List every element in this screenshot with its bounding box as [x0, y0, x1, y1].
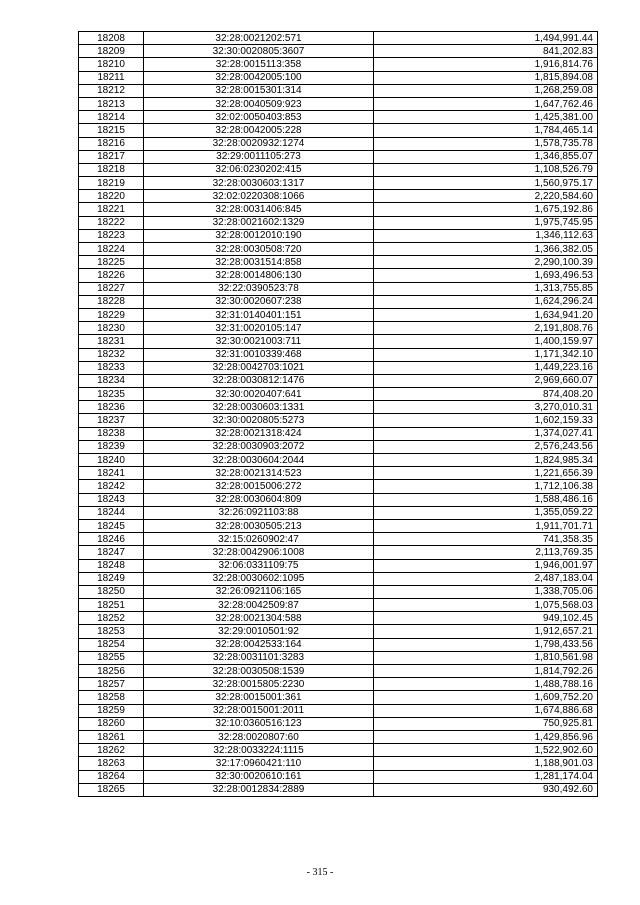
cadastral-number-cell: 32:28:0015113:358	[144, 58, 374, 71]
cadastral-number-cell: 32:28:0012834:2889	[144, 783, 374, 796]
table-row	[79, 625, 598, 638]
record-number-cell: 18263	[79, 757, 144, 770]
cadastral-number-cell: 32:28:0030604:809	[144, 493, 374, 506]
amount-cell: 750,925.81	[374, 717, 598, 730]
amount-cell: 2,969,660.07	[374, 374, 598, 387]
amount-cell: 2,191,808.76	[374, 322, 598, 335]
amount-cell: 1,712,106.38	[374, 480, 598, 493]
amount-cell: 949,102.45	[374, 612, 598, 625]
record-number-cell: 18241	[79, 467, 144, 480]
table-row	[79, 427, 598, 440]
cadastral-number-cell: 32:28:0015805:2230	[144, 678, 374, 691]
table-row	[79, 757, 598, 770]
record-number-cell: 18214	[79, 111, 144, 124]
amount-cell: 1,494,991.44	[374, 32, 598, 45]
amount-cell: 1,400,159.97	[374, 335, 598, 348]
cadastral-number-cell: 32:28:0031514:858	[144, 256, 374, 269]
cadastral-number-cell: 32:28:0021304:588	[144, 612, 374, 625]
record-number-cell: 18236	[79, 401, 144, 414]
record-number-cell: 18259	[79, 704, 144, 717]
cadastral-number-cell: 32:26:0921106:165	[144, 585, 374, 598]
record-number-cell: 18209	[79, 45, 144, 58]
table-row	[79, 97, 598, 110]
amount-cell: 1,634,941.20	[374, 308, 598, 321]
record-number-cell: 18213	[79, 97, 144, 110]
amount-cell: 3,270,010.31	[374, 401, 598, 414]
cadastral-number-cell: 32:28:0042703:1021	[144, 361, 374, 374]
cadastral-number-cell: 32:29:0011105:273	[144, 150, 374, 163]
record-number-cell: 18245	[79, 519, 144, 532]
cadastral-number-cell: 32:02:0050403:853	[144, 111, 374, 124]
amount-cell: 1,693,496.53	[374, 269, 598, 282]
table-row	[79, 71, 598, 84]
record-number-cell: 18264	[79, 770, 144, 783]
cadastral-number-cell: 32:15:0260902:47	[144, 533, 374, 546]
cadastral-number-cell: 32:31:0020105:147	[144, 322, 374, 335]
cadastral-number-cell: 32:28:0030603:1331	[144, 401, 374, 414]
cadastral-number-cell: 32:31:0140401:151	[144, 308, 374, 321]
table-row	[79, 704, 598, 717]
records-table	[78, 31, 598, 797]
record-number-cell: 18258	[79, 691, 144, 704]
record-number-cell: 18239	[79, 440, 144, 453]
table-row	[79, 585, 598, 598]
amount-cell: 1,814,792.26	[374, 665, 598, 678]
table-row	[79, 467, 598, 480]
table-row	[79, 440, 598, 453]
table-row	[79, 308, 598, 321]
cadastral-number-cell: 32:28:0030604:2044	[144, 454, 374, 467]
amount-cell: 1,374,027.41	[374, 427, 598, 440]
table-row	[79, 414, 598, 427]
cadastral-number-cell: 32:28:0033224:1115	[144, 744, 374, 757]
record-number-cell: 18252	[79, 612, 144, 625]
record-number-cell: 18248	[79, 559, 144, 572]
cadastral-number-cell: 32:28:0042509:87	[144, 599, 374, 612]
record-number-cell: 18255	[79, 651, 144, 664]
record-number-cell: 18250	[79, 585, 144, 598]
amount-cell: 1,911,701.71	[374, 519, 598, 532]
cadastral-number-cell: 32:28:0014806:130	[144, 269, 374, 282]
record-number-cell: 18232	[79, 348, 144, 361]
amount-cell: 1,188,901.03	[374, 757, 598, 770]
record-number-cell: 18229	[79, 308, 144, 321]
table-row	[79, 454, 598, 467]
record-number-cell: 18230	[79, 322, 144, 335]
record-number-cell: 18210	[79, 58, 144, 71]
table-row	[79, 58, 598, 71]
record-number-cell: 18240	[79, 454, 144, 467]
amount-cell: 1,975,745.95	[374, 216, 598, 229]
amount-cell: 1,108,526.79	[374, 163, 598, 176]
record-number-cell: 18219	[79, 177, 144, 190]
table-row	[79, 599, 598, 612]
cadastral-number-cell: 32:28:0015001:2011	[144, 704, 374, 717]
cadastral-number-cell: 32:28:0015301:314	[144, 84, 374, 97]
amount-cell: 1,815,894.08	[374, 71, 598, 84]
table-row	[79, 124, 598, 137]
table-row	[79, 322, 598, 335]
amount-cell: 1,675,192.86	[374, 203, 598, 216]
amount-cell: 1,798,433.56	[374, 638, 598, 651]
table-row	[79, 783, 598, 796]
record-number-cell: 18265	[79, 783, 144, 796]
table-row	[79, 163, 598, 176]
record-number-cell: 18243	[79, 493, 144, 506]
record-number-cell: 18235	[79, 388, 144, 401]
table-row	[79, 559, 598, 572]
cadastral-number-cell: 32:30:0020805:5273	[144, 414, 374, 427]
table-row	[79, 401, 598, 414]
record-number-cell: 18237	[79, 414, 144, 427]
record-number-cell: 18254	[79, 638, 144, 651]
amount-cell: 1,346,112.63	[374, 229, 598, 242]
cadastral-number-cell: 32:28:0015001:361	[144, 691, 374, 704]
record-number-cell: 18244	[79, 506, 144, 519]
amount-cell: 1,338,705.06	[374, 585, 598, 598]
table-row	[79, 612, 598, 625]
table-row	[79, 665, 598, 678]
amount-cell: 1,346,855.07	[374, 150, 598, 163]
cadastral-number-cell: 32:28:0015006:272	[144, 480, 374, 493]
cadastral-number-cell: 32:28:0030508:1539	[144, 665, 374, 678]
record-number-cell: 18227	[79, 282, 144, 295]
amount-cell: 1,366,382.05	[374, 243, 598, 256]
table-row	[79, 229, 598, 242]
table-row	[79, 730, 598, 743]
cadastral-number-cell: 32:28:0031406:845	[144, 203, 374, 216]
record-number-cell: 18242	[79, 480, 144, 493]
amount-cell: 874,408.20	[374, 388, 598, 401]
cadastral-number-cell: 32:28:0031101:3283	[144, 651, 374, 664]
amount-cell: 741,358.35	[374, 533, 598, 546]
cadastral-number-cell: 32:30:0020407:641	[144, 388, 374, 401]
cadastral-number-cell: 32:28:0030903:2072	[144, 440, 374, 453]
amount-cell: 1,784,465.14	[374, 124, 598, 137]
table-row	[79, 519, 598, 532]
table-row	[79, 32, 598, 45]
cadastral-number-cell: 32:28:0042005:100	[144, 71, 374, 84]
table-row	[79, 190, 598, 203]
cadastral-number-cell: 32:30:0020805:3607	[144, 45, 374, 58]
amount-cell: 1,624,296.24	[374, 295, 598, 308]
table-row	[79, 770, 598, 783]
table-row	[79, 572, 598, 585]
table-row	[79, 282, 598, 295]
amount-cell: 1,810,561.98	[374, 651, 598, 664]
record-number-cell: 18215	[79, 124, 144, 137]
amount-cell: 1,221,656.39	[374, 467, 598, 480]
cadastral-number-cell: 32:29:0010501:92	[144, 625, 374, 638]
amount-cell: 1,522,902.60	[374, 744, 598, 757]
cadastral-number-cell: 32:28:0030812:1476	[144, 374, 374, 387]
amount-cell: 1,602,159.33	[374, 414, 598, 427]
cadastral-number-cell: 32:28:0012010:190	[144, 229, 374, 242]
table-row	[79, 269, 598, 282]
cadastral-number-cell: 32:28:0021318:424	[144, 427, 374, 440]
cadastral-number-cell: 32:06:0230202:415	[144, 163, 374, 176]
table-row	[79, 480, 598, 493]
amount-cell: 1,429,856.96	[374, 730, 598, 743]
cadastral-number-cell: 32:30:0021003:711	[144, 335, 374, 348]
record-number-cell: 18228	[79, 295, 144, 308]
cadastral-number-cell: 32:10:0360516:123	[144, 717, 374, 730]
amount-cell: 1,171,342.10	[374, 348, 598, 361]
table-row	[79, 45, 598, 58]
amount-cell: 1,313,755.85	[374, 282, 598, 295]
table-row	[79, 651, 598, 664]
cadastral-number-cell: 32:30:0020607:238	[144, 295, 374, 308]
cadastral-number-cell: 32:06:0331109:75	[144, 559, 374, 572]
amount-cell: 1,824,985.34	[374, 454, 598, 467]
table-row	[79, 348, 598, 361]
cadastral-number-cell: 32:02:0220308:1066	[144, 190, 374, 203]
record-number-cell: 18222	[79, 216, 144, 229]
table-row	[79, 678, 598, 691]
amount-cell: 1,268,259.08	[374, 84, 598, 97]
table-row	[79, 388, 598, 401]
record-number-cell: 18208	[79, 32, 144, 45]
cadastral-number-cell: 32:28:0030602:1095	[144, 572, 374, 585]
amount-cell: 2,220,584.60	[374, 190, 598, 203]
amount-cell: 1,425,381.00	[374, 111, 598, 124]
amount-cell: 1,588,486.16	[374, 493, 598, 506]
table-row	[79, 111, 598, 124]
cadastral-number-cell: 32:28:0020807:60	[144, 730, 374, 743]
table-row	[79, 177, 598, 190]
cadastral-number-cell: 32:28:0040509:923	[144, 97, 374, 110]
record-number-cell: 18218	[79, 163, 144, 176]
table-row	[79, 84, 598, 97]
record-number-cell: 18262	[79, 744, 144, 757]
records-table-body	[79, 32, 598, 797]
amount-cell: 2,113,769.35	[374, 546, 598, 559]
record-number-cell: 18212	[79, 84, 144, 97]
table-row	[79, 335, 598, 348]
amount-cell: 930,492.60	[374, 783, 598, 796]
table-row	[79, 361, 598, 374]
record-number-cell: 18211	[79, 71, 144, 84]
table-row	[79, 533, 598, 546]
amount-cell: 1,609,752.20	[374, 691, 598, 704]
record-number-cell: 18253	[79, 625, 144, 638]
amount-cell: 1,912,657.21	[374, 625, 598, 638]
amount-cell: 2,487,183.04	[374, 572, 598, 585]
amount-cell: 1,674,886.68	[374, 704, 598, 717]
cadastral-number-cell: 32:28:0021202:571	[144, 32, 374, 45]
table-row	[79, 203, 598, 216]
record-number-cell: 18234	[79, 374, 144, 387]
amount-cell: 1,281,174.04	[374, 770, 598, 783]
amount-cell: 1,488,788.16	[374, 678, 598, 691]
record-number-cell: 18221	[79, 203, 144, 216]
amount-cell: 1,449,223.16	[374, 361, 598, 374]
table-row	[79, 506, 598, 519]
cadastral-number-cell: 32:28:0042005:228	[144, 124, 374, 137]
amount-cell: 2,290,100.39	[374, 256, 598, 269]
cadastral-number-cell: 32:28:0042533:164	[144, 638, 374, 651]
table-row	[79, 216, 598, 229]
cadastral-number-cell: 32:28:0020932:1274	[144, 137, 374, 150]
amount-cell: 1,578,735.78	[374, 137, 598, 150]
record-number-cell: 18231	[79, 335, 144, 348]
amount-cell: 841,202.83	[374, 45, 598, 58]
cadastral-number-cell: 32:28:0042906:1008	[144, 546, 374, 559]
cadastral-number-cell: 32:28:0021314:523	[144, 467, 374, 480]
cadastral-number-cell: 32:28:0030505:213	[144, 519, 374, 532]
table-row	[79, 638, 598, 651]
cadastral-number-cell: 32:28:0021602:1329	[144, 216, 374, 229]
record-number-cell: 18217	[79, 150, 144, 163]
record-number-cell: 18260	[79, 717, 144, 730]
record-number-cell: 18224	[79, 243, 144, 256]
cadastral-number-cell: 32:22:0390523:78	[144, 282, 374, 295]
cadastral-number-cell: 32:17:0960421:110	[144, 757, 374, 770]
record-number-cell: 18251	[79, 599, 144, 612]
table-row	[79, 137, 598, 150]
record-number-cell: 18256	[79, 665, 144, 678]
cadastral-number-cell: 32:28:0030603:1317	[144, 177, 374, 190]
table-row	[79, 374, 598, 387]
record-number-cell: 18246	[79, 533, 144, 546]
amount-cell: 1,075,568.03	[374, 599, 598, 612]
table-row	[79, 256, 598, 269]
cadastral-number-cell: 32:26:0921103:88	[144, 506, 374, 519]
amount-cell: 1,560,975.17	[374, 177, 598, 190]
record-number-cell: 18238	[79, 427, 144, 440]
record-number-cell: 18257	[79, 678, 144, 691]
record-number-cell: 18261	[79, 730, 144, 743]
table-row	[79, 150, 598, 163]
record-number-cell: 18226	[79, 269, 144, 282]
table-row	[79, 717, 598, 730]
table-row	[79, 744, 598, 757]
record-number-cell: 18225	[79, 256, 144, 269]
table-row	[79, 546, 598, 559]
amount-cell: 1,355,059.22	[374, 506, 598, 519]
table-row	[79, 691, 598, 704]
table-row	[79, 493, 598, 506]
cadastral-number-cell: 32:31:0010339:468	[144, 348, 374, 361]
record-number-cell: 18233	[79, 361, 144, 374]
cadastral-number-cell: 32:28:0030508:720	[144, 243, 374, 256]
record-number-cell: 18220	[79, 190, 144, 203]
table-row	[79, 295, 598, 308]
record-number-cell: 18216	[79, 137, 144, 150]
record-number-cell: 18223	[79, 229, 144, 242]
page-number: - 315 -	[306, 867, 334, 878]
record-number-cell: 18249	[79, 572, 144, 585]
amount-cell: 2,576,243.56	[374, 440, 598, 453]
table-row	[79, 243, 598, 256]
record-number-cell: 18247	[79, 546, 144, 559]
amount-cell: 1,647,762.46	[374, 97, 598, 110]
amount-cell: 1,916,814.76	[374, 58, 598, 71]
cadastral-number-cell: 32:30:0020610:161	[144, 770, 374, 783]
amount-cell: 1,946,001.97	[374, 559, 598, 572]
